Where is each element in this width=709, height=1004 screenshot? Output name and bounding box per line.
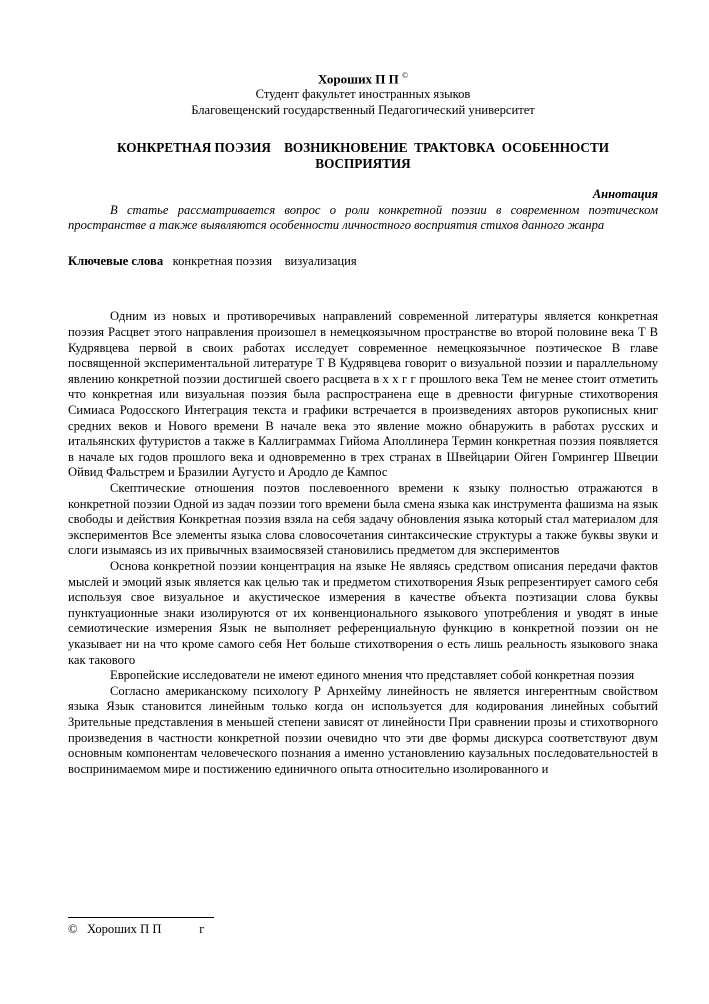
author-affiliation: Благовещенский государственный Педагогический университет: [191, 102, 535, 117]
article-body: [68, 309, 658, 777]
keywords: [68, 254, 658, 270]
paragraph-5: Согласно американскому психологу Р Арнхейму линейность не является ингерентным свойством языка Язык становится линейным только когда он используется для кодирования линейных событий Зрительные представления в меньшей степени зависят от линейности При сравнении прозы и стихотворного произведения в частности конкретной поэзии очевидно что эти две формы дискурса соответствуют двум основным компонентам человеческого познания а именно установлению каузальных последовательностей в воспринимаемом мире и постижению единичного опыта относительно изолированного и: [68, 683, 658, 776]
copyright-mark: ©: [402, 71, 409, 80]
footnote: © Хороших П П г: [68, 922, 205, 936]
keywords-label: Ключевые слова: [68, 253, 164, 268]
paragraph-1: Одним из новых и противоречивых направлений современной литературы является конкретная поэзия Расцвет этого направления произошел в немецкоязычном пространстве во второй половине века Т В Кудрявцева первой в своих работах исследует современное немецкоязычное поэтическое В главе посвященной экспериментальной литературе Т В Кудрявцева говорит о визуальной поэзии и параллельному явлению конкретной поэзии достигшей своего расцвета в х х г г прошлого века Тем не менее стоит отметить что конкретная или визуальная поэзия была распространена еще в древности фигурные стихотворения Симиаса Родосского Интеграция текста и графики встречается в произведениях авторов рукописных книг средних веков и Нового времени В начале века это явление можно обнаружить в работах русских и итальянских футуристов а также в Каллиграммах Гийома Аполлинера Термин конкретная поэзия появляется в начале ых годов прошлого века и одновременно в трех странах в Швейцарии Ойген Гомрингер Швеции Ойвид Фальстрем и Бразилии Аугусто и Ародло де Кампос: [68, 309, 658, 480]
article-title: [68, 140, 658, 172]
paragraph-4: Европейские исследователи не имеют единого мнения что представляет собой конкретная поэзия: [110, 668, 635, 683]
keywords-value: конкретная поэзия визуализация: [163, 253, 357, 268]
annotation-text: В статье рассматривается вопрос о роли конкретной поэзии в современном поэтическом пространстве а также выявляются особенности личностного восприятия стихов данного жанра: [68, 202, 658, 233]
title-line-2: ВОСПРИЯТИЯ: [315, 156, 411, 172]
annotation-label: Аннотация: [592, 187, 658, 202]
author-name-text: Хороших П П: [317, 71, 399, 87]
paragraph-2: Скептические отношения поэтов послевоенного времени к языку полностью отражаются в конкретной поэзии Одной из задач поэзии того времени была смена языка как инструмента фашизма на язык свободы и действия Конкретная поэзия взяла на себя задачу обновления языка который стал материалом для экспериментов Все элементы языка слова словосочетания синтаксические структуры а также буквы звуки и слоги изымаясь из их привычных взаимосвязей становились предметом для экспериментов: [68, 481, 658, 558]
author-role: Студент факультет иностранных языков: [255, 86, 471, 101]
author-name: [68, 68, 658, 87]
footnote-divider: [68, 917, 214, 918]
article-page: [68, 68, 658, 777]
paragraph-3: Основа конкретной поэзии концентрация на языке Не являясь средством описания передачи фактов мыслей и эмоций язык является как целью так и предметом стихотворения Язык репрезентирует самого себя используя свое визуальное и акустическое измерения в качестве объекта поэтизации слова буквы пунктуационные знаки изолируются от их конвенционального языкового употребления и уводят в иные семиотические измерения Язык не выполняет референциальную функцию в конкретной поэзии он не указывает ни на что кроме самого себя Нет больше стихотворения о есть лишь реальность языкового знака как такового: [68, 558, 658, 667]
title-line-1: КОНКРЕТНАЯ ПОЭЗИЯ ВОЗНИКНОВЕНИЕ ТРАКТОВКА ОСОБЕННОСТИ: [116, 140, 610, 156]
